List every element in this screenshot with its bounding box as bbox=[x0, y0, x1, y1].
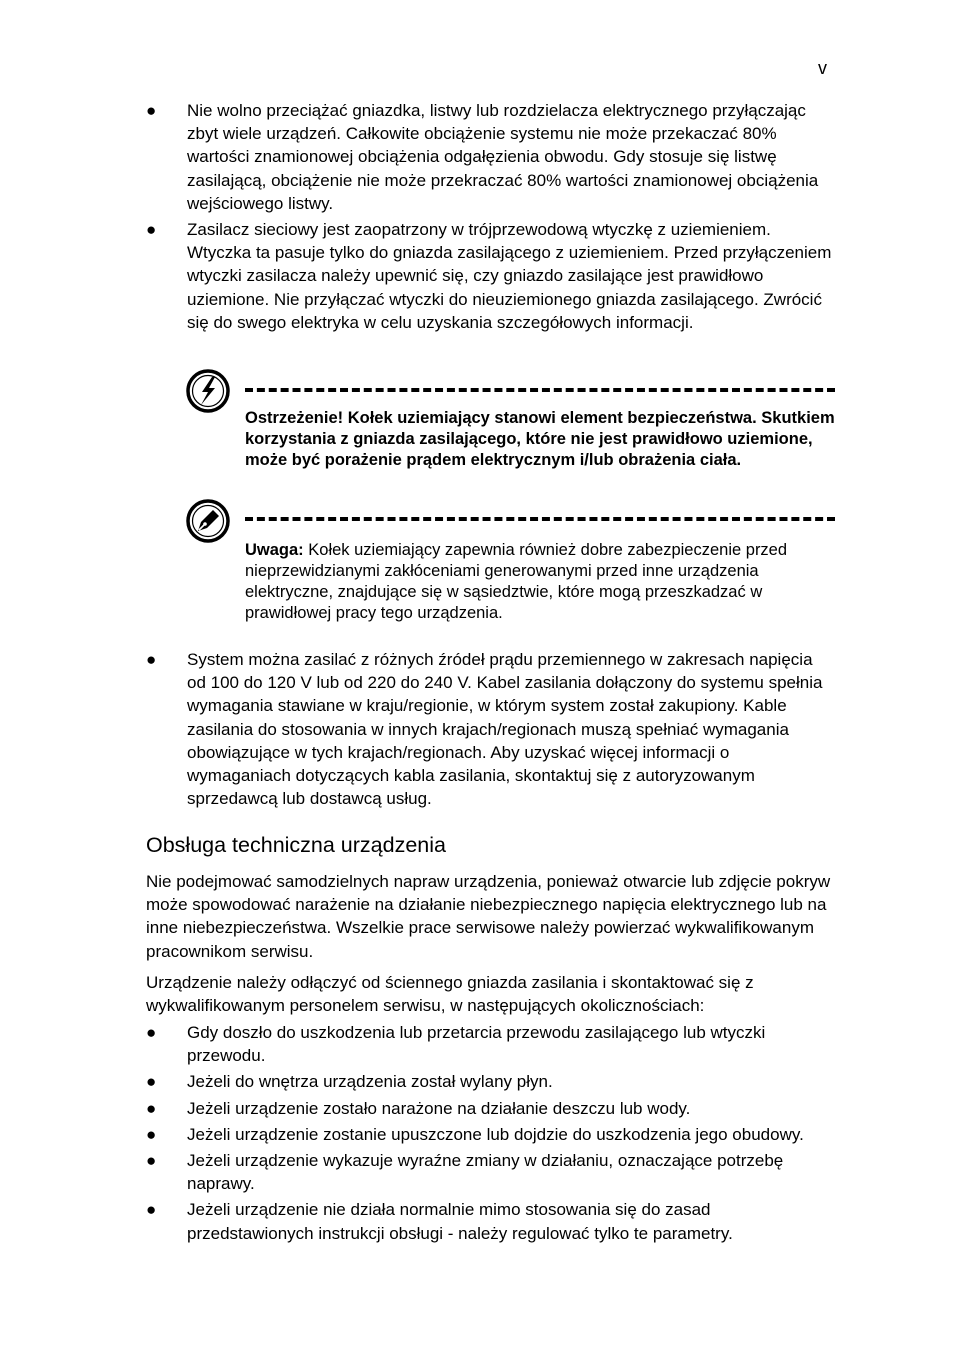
bullet-icon: ● bbox=[146, 220, 157, 240]
list-item bbox=[146, 648, 836, 810]
list-item bbox=[146, 1070, 836, 1093]
list-item-text: System można zasilać z różnych źródeł prądu przemiennego w zakresach napięcia od 100 do 120 V lub od 220 do 240 V. Kabel zasilania dołączony do systemu spełnia wymagania stawiane w kraju/regionie, w którym system został zakupiony. Kable zasilania do stosowania w innych krajach/regionach muszą spełniać wymagania obowiązujące w tych krajach/regionach. Aby uzyskać więcej informacji o wymaganiach dotyczących kabla zasilania, skontaktuj się z autoryzowanym sprzedawcą lub dostawcą usług. bbox=[187, 650, 823, 809]
bullet-icon: ● bbox=[146, 1200, 157, 1220]
bullet-icon: ● bbox=[146, 1023, 157, 1042]
list-item-text: Jeżeli urządzenie nie działa normalnie mimo stosowania się do zasad przedstawionych instrukcji obsługi - należy regulować tylko te parametry. bbox=[187, 1200, 733, 1243]
bullet-icon: ● bbox=[146, 650, 157, 669]
list-item bbox=[146, 1097, 836, 1120]
dashed-divider bbox=[245, 517, 835, 521]
note-text bbox=[245, 540, 835, 624]
list-item-text: Jeżeli urządzenie zostanie upuszczone lub dojdzie do uszkodzenia jego obudowy. bbox=[187, 1124, 804, 1144]
list-item bbox=[146, 1149, 836, 1195]
list-item bbox=[146, 218, 836, 334]
note-body: Kołek uziemiający zapewnia również dobre zabezpieczenie przed nieprzewidzianymi zakłóceniami generowanymi przed inne urządzenia elektryczne, znajdujące się w sąsiedztwie, które mogą przeszkadzać w prawidłowej pracy tego urządzenia. bbox=[245, 541, 788, 622]
bullet-icon: ● bbox=[146, 1072, 157, 1092]
list-item-text: Zasilacz sieciowy jest zaopatrzony w trójprzewodową wtyczkę z uziemieniem. Wtyczka ta pasuje tylko do gniazda zasilającego z uziemieniem. Przed przyłączeniem wtyczki zasilacza należy upewnić się, czy gniazdo zasilające jest prawidłowo uziemione. Nie przyłączać wtyczki do nieuziemionego gniazda zasilającego. Zwrócić się do swego elektryka w celu uzyskania szczegółowych informacji. bbox=[187, 220, 832, 332]
bullet-list-top bbox=[146, 99, 836, 334]
list-item bbox=[146, 1021, 836, 1067]
bullet-list-bottom bbox=[146, 1021, 836, 1245]
bullet-list-middle bbox=[146, 648, 836, 810]
pen-note-icon bbox=[185, 498, 231, 544]
section-heading: Obsługa techniczna urządzenia bbox=[146, 833, 446, 857]
list-item bbox=[146, 1123, 836, 1146]
paragraph: Urządzenie należy odłączyć od ściennego gniazda zasilania i skontaktować się z wykwalifikowanym personelem serwisu, w następujących okolicznościach: bbox=[146, 973, 754, 1016]
note-label: Uwaga: bbox=[245, 541, 304, 559]
list-item bbox=[146, 99, 836, 215]
dashed-divider bbox=[245, 388, 835, 392]
list-item-text: Nie wolno przeciążać gniazdka, listwy lub rozdzielacza elektrycznego przyłączając zbyt wiele urządzeń. Całkowite obciążenie systemu nie może przekaczać 80% wartości znamionowej obciążenia odgałęzienia obwodu. Gdy stosuje się listwę zasilającą, obciążenie nie może przekraczać 80% wartości znamionowej obciążenia wejściowego listwy. bbox=[187, 101, 819, 213]
page-number: v bbox=[818, 58, 827, 78]
list-item-text: Jeżeli do wnętrza urządzenia został wylany płyn. bbox=[187, 1072, 553, 1092]
list-item bbox=[146, 1198, 836, 1244]
list-item-text: Jeżeli urządzenie zostało narażone na działanie deszczu lub wody. bbox=[187, 1098, 691, 1118]
list-item-text: Jeżeli urządzenie wykazuje wyraźne zmiany w działaniu, oznaczające potrzebę naprawy. bbox=[187, 1151, 784, 1194]
paragraph: Nie podejmować samodzielnych napraw urządzenia, ponieważ otwarcie lub zdjęcie pokryw może spowodować narażenie na działanie niebezpiecznego napięcia elektrycznego lub na inne niebezpieczeństwa. Wszelkie prace serwisowe należy powierzać wykwalifikowanym pracownikom serwisu. bbox=[146, 872, 831, 961]
list-item-text: Gdy doszło do uszkodzenia lub przetarcia przewodu zasilającego lub wtyczki przewodu. bbox=[187, 1023, 766, 1066]
warning-text: Ostrzeżenie! Kołek uziemiający stanowi element bezpieczeństwa. Skutkiem korzystania z gniazda zasilającego, które nie jest prawidłowo uziemione, może być porażenie prądem elektrycznym i/lub obrażenia ciała. bbox=[245, 409, 835, 469]
bullet-icon: ● bbox=[146, 101, 157, 120]
bullet-icon: ● bbox=[146, 1098, 157, 1118]
lightning-bolt-icon bbox=[185, 368, 231, 414]
bullet-icon: ● bbox=[146, 1124, 157, 1144]
bullet-icon: ● bbox=[146, 1151, 157, 1171]
